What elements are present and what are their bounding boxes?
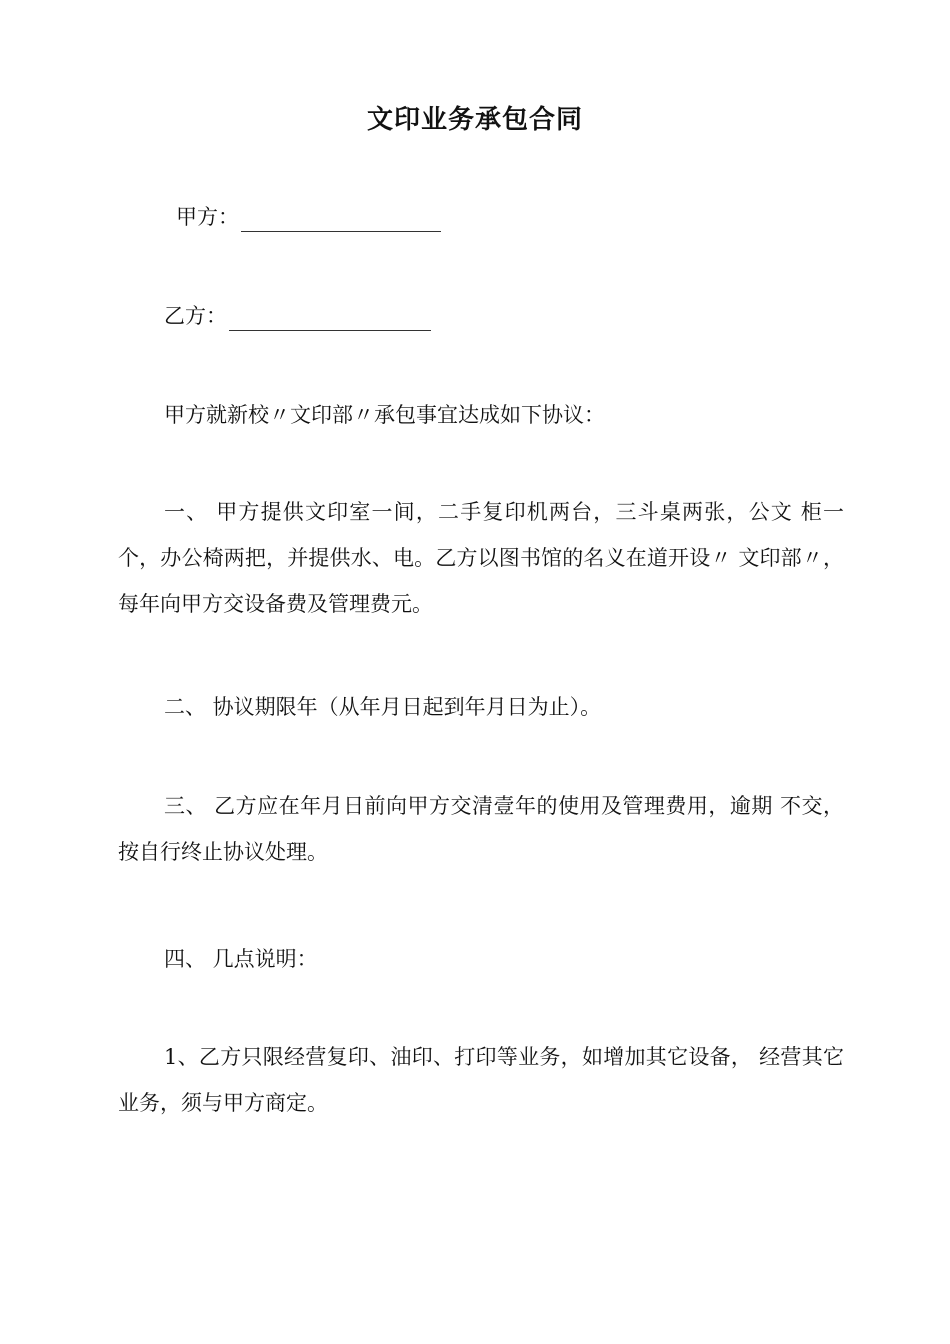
party-a-blank [241,207,441,232]
party-b-line [164,301,431,331]
clause-3: 三、 乙方应在年月日前向甲方交清壹年的使用及管理费用，逾期 不交，按自行终止协议处理。 [118,794,844,864]
party-a-line [176,202,441,232]
intro-paragraph: 甲方就新校〃文印部〃承包事宜达成如下协议： [164,403,605,427]
party-b-blank [229,306,431,331]
clause-2: 二、 协议期限年（从年月日起到年月日为止）。 [164,695,602,719]
clause-4: 四、 几点说明： [164,947,318,971]
clause-4-item-1: 1、乙方只限经营复印、油印、打印等业务，如增加其它设备， 经营其它业务，须与甲方商定。 [118,1045,844,1115]
party-a-label: 甲方： [176,205,239,229]
document-title: 文印业务承包合同 [366,105,583,135]
party-b-label: 乙方： [164,304,227,328]
clause-1: 一、 甲方提供文印室一间，二手复印机两台，三斗桌两张，公文 柜一个，办公椅两把，并提供水、电。乙方以图书馆的名义在道开设〃 文印部〃，每年向甲方交设备费及管理费元。 [118,500,844,616]
